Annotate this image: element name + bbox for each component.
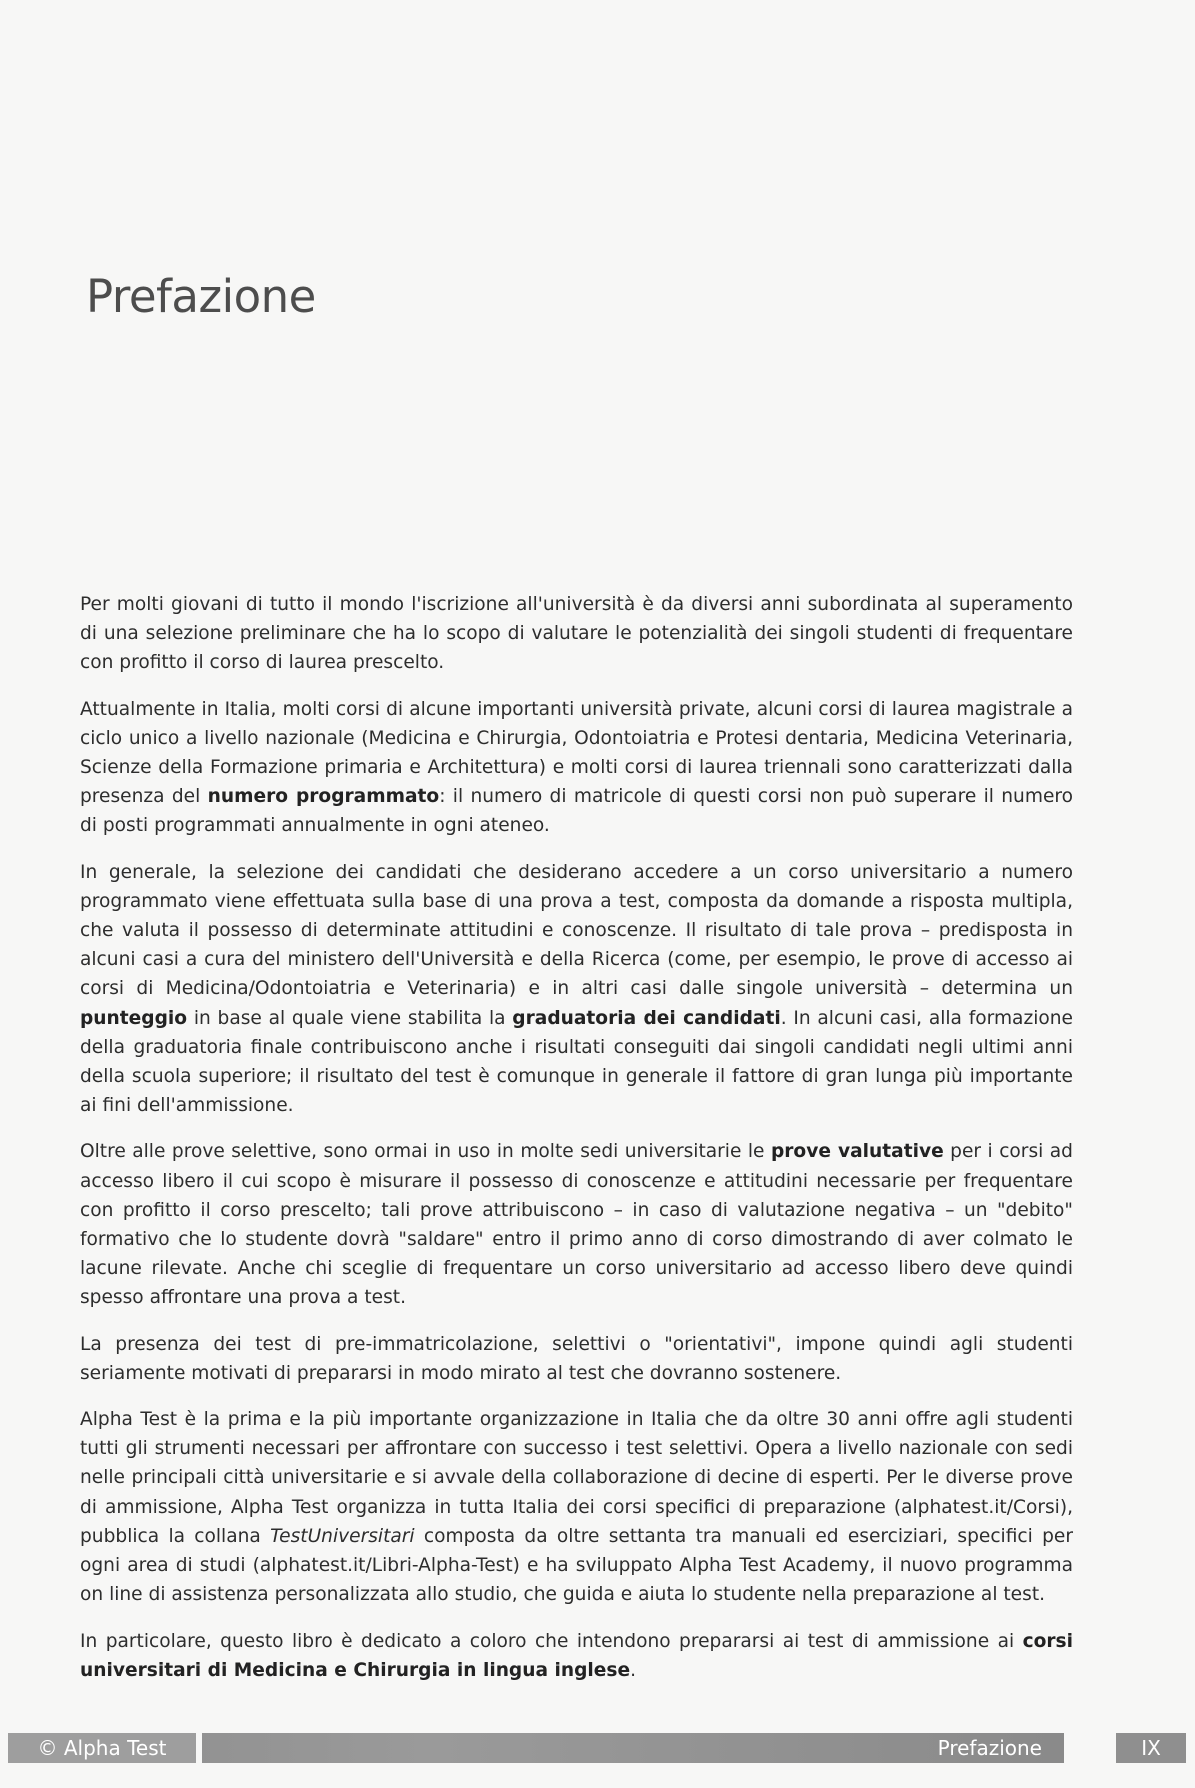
preface-body [80, 590, 1073, 1702]
text-run: composta da oltre settanta tra manuali ed eserciziari, specifici per ogni area di studi (alphatest.it/Libri-Alpha-Test) e ha sviluppato Alpha Test Academy, il nuovo programma on line di assistenza personalizzata allo studio, che guida e aiuta lo studente nella preparazione al test. [80, 1525, 1073, 1606]
text-run: . [630, 1659, 637, 1681]
footer-copyright: © Alpha Test [8, 1733, 196, 1763]
bold-text: corsi universitari di Medicina e Chirurgia in lingua inglese [80, 1630, 1073, 1681]
text-run: Alpha Test è la prima e la più importante organizzazione in Italia che da oltre 30 anni offre agli studenti tutti gli strumenti necessari per affrontare con successo i test selettivi. Opera a livello nazionale con sedi nelle principali città universitarie e si avvale della collaborazione di decine di esperti. Per le diverse prove di ammissione, Alpha Test organizza in tutta Italia dei corsi specifici di preparazione (alphatest.it/Corsi), pubblica la collana [80, 1409, 1073, 1547]
paragraph [80, 695, 1073, 841]
paragraph [80, 590, 1073, 678]
text-run: La presenza dei test di pre-immatricolazione, selettivi o "orientativi", impone quindi agli studenti seriamente motivati di prepararsi in modo mirato al test che dovranno sostenere. [80, 1333, 1073, 1384]
paragraph [80, 1137, 1073, 1312]
footer-section-title: Prefazione [937, 1736, 1042, 1760]
bold-text: graduatoria dei candidati [512, 1007, 781, 1029]
footer-page-number: IX [1116, 1733, 1186, 1763]
paragraph [80, 1405, 1073, 1609]
bold-text: prove valutative [770, 1141, 944, 1163]
page-footer [8, 1733, 1186, 1763]
page-title: Prefazione [86, 270, 316, 323]
footer-divider [196, 1733, 202, 1763]
text-run: Attualmente in Italia, molti corsi di alcune importanti università private, alcuni corsi di laurea magistrale a ciclo unico a livello nazionale (Medicina e Chirurgia, Odontoiatria e Protesi dentaria, Medicina Veterinaria, Scienze della Formazione primaria e Architettura) e molti corsi di laurea triennali sono caratterizzati dalla presenza del [80, 698, 1073, 808]
paragraph [80, 858, 1073, 1121]
bold-text: punteggio [80, 1007, 188, 1029]
italic-text: TestUniversitari [270, 1525, 415, 1547]
text-run: : il numero di matricole di questi corsi non può superare il numero di posti programmati annualmente in ogni ateneo. [80, 786, 1073, 837]
text-run: In particolare, questo libro è dedicato a coloro che intendono prepararsi ai test di ammissione ai [80, 1630, 1023, 1652]
text-run: Oltre alle prove selettive, sono ormai in uso in molte sedi universitarie le [80, 1141, 771, 1163]
text-run: In generale, la selezione dei candidati che desiderano accedere a un corso universitario a numero programmato viene effettuata sulla base di una prova a test, composta da domande a risposta multipla, che valuta il possesso di determinate attitudini e conoscenze. Il risultato di tale prova – predisposta in alcuni casi a cura del ministero dell'Università e della Ricerca (come, per esempio, le prove di accesso ai corsi di Medicina/Odontoiatria e Veterinaria) e in altri casi dalle singole università – determina un [80, 861, 1073, 1000]
paragraph [80, 1330, 1073, 1388]
text-run: . In alcuni casi, alla formazione della graduatoria finale contribuiscono anche i risultati conseguiti dai singoli candidati negli ultimi anni della scuola superiore; il risultato del test è comunque in generale il fattore di gran lunga più importante ai fini dell'ammissione. [80, 1007, 1073, 1117]
paragraph [80, 1627, 1073, 1685]
text-run: in base al quale viene stabilita la [187, 1007, 513, 1029]
text-run: per i corsi ad accesso libero il cui scopo è misurare il possesso di conoscenze e attitudini necessarie per frequentare con profitto il corso prescelto; tali prove attribuiscono – in caso di valutazione negativa – un "debito" formativo che lo studente dovrà "saldare" entro il primo anno di corso dimostrando di aver colmato le lacune rilevate. Anche chi sceglie di frequentare un corso universitario ad accesso libero deve quindi spesso affrontare una prova a test. [80, 1141, 1073, 1309]
text-run: Per molti giovani di tutto il mondo l'iscrizione all'università è da diversi anni subordinata al superamento di una selezione preliminare che ha lo scopo di valutare le potenzialità dei singoli studenti di frequentare con profitto il corso di laurea prescelto. [80, 594, 1073, 674]
bold-text: numero programmato [207, 786, 440, 808]
